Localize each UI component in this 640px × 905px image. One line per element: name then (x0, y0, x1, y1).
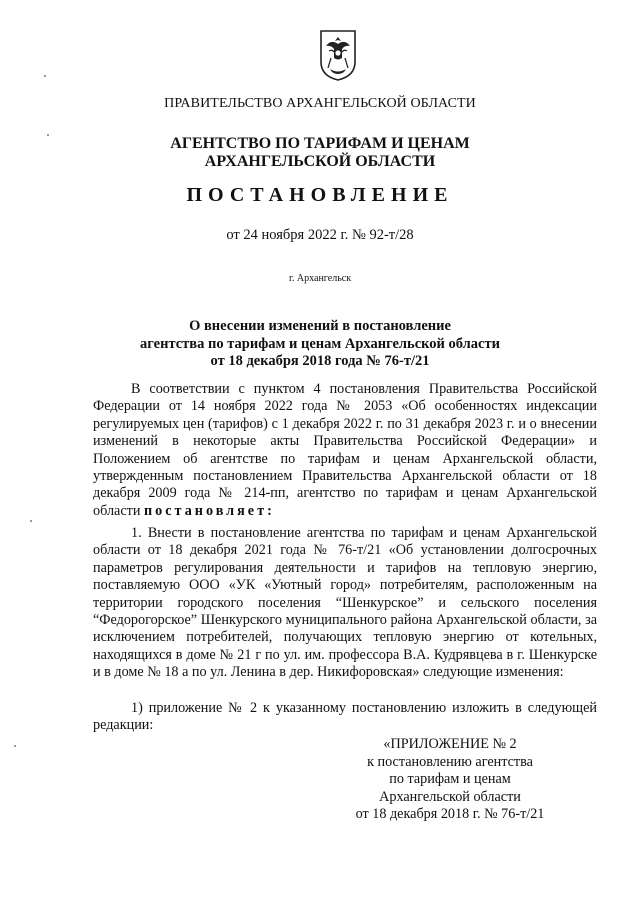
item-1-1-paragraph (93, 700, 597, 735)
arkhangelsk-coat-of-arms-icon (318, 28, 358, 82)
appendix-line1: «ПРИЛОЖЕНИЕ № 2 (383, 736, 517, 752)
intro-text: В соответствии с пунктом 4 постановления Правительства Российской Федерации от 14 ноября 2022 года № 2053 «Об особенностях индексации регулируемых цен (тарифов) с 1 декабря 2022 г. по 31 декабря 2023 г. и о внесении изменений в некоторые акты Правительства Российской Федерации» и Положением об агентстве по тарифам и ценам Архангельской области, утвержденным постановлением Правительства Архангельской области от 18 декабря 2009 года № 214-пп, агентство по тарифам и ценам Архангельской области (93, 381, 597, 519)
resolves-keyword: постановляет: (143, 502, 275, 519)
subject-line2: агентства по тарифам и ценам Архангельской области (140, 335, 500, 352)
appendix-line2: к постановлению агентства (367, 753, 533, 770)
document-subject (0, 318, 640, 371)
agency-title-line2: АРХАНГЕЛЬСКОЙ ОБЛАСТИ (204, 153, 436, 170)
scan-speck (30, 520, 32, 522)
appendix-line4: Архангельской области (379, 788, 521, 805)
item-1-text: 1. Внести в постановление агентства по тарифам и ценам Архангельской области от 18 декабря 2021 года № 76-т/21 «Об установлении долгосрочных параметров регулирования деятельности и тарифов на тепловую энергию, поставляемую ООО «УК «Уютный город» потребителям, расположенным на территории городского поселения “Шенкурское” и сельского поселения “Федорогорское” Шенкурского муниципального района Архангельской области, за исключением потребителей, получающих тепловую энергию от котельных, находящихся в доме № 21 г по ул. им. профессора В.А. Кудрявцева в г. Шенкурске и в доме № 18 а по ул. Ленина в дер. Никифоровская» следующие изменения: (93, 525, 597, 681)
agency-title-line1: АГЕНТСТВО ПО ТАРИФАМ И ЦЕНАМ (170, 135, 470, 152)
scan-speck (44, 75, 46, 77)
intro-paragraph (93, 381, 597, 520)
scan-speck (47, 134, 49, 136)
subject-line1: О внесении изменений в постановление (189, 318, 451, 334)
item-1-1-text: 1) приложение № 2 к указанному постановлению изложить в следующей редакции: (93, 700, 597, 734)
government-title: ПРАВИТЕЛЬСТВО АРХАНГЕЛЬСКОЙ ОБЛАСТИ (164, 96, 476, 111)
item-1-paragraph (93, 525, 597, 682)
agency-title (0, 135, 640, 171)
subject-line3: от 18 декабря 2018 года № 76-т/21 (210, 353, 430, 369)
city: г. Архангельск (288, 273, 352, 284)
appendix-line5: от 18 декабря 2018 г. № 76-т/21 (355, 806, 545, 822)
document-type: ПОСТАНОВЛЕНИЕ (186, 184, 454, 206)
appendix-heading (340, 736, 560, 824)
appendix-line3: по тарифам и ценам (389, 771, 511, 787)
scan-speck (14, 745, 16, 747)
date-number: от 24 ноября 2022 г. № 92-т/28 (226, 227, 414, 243)
